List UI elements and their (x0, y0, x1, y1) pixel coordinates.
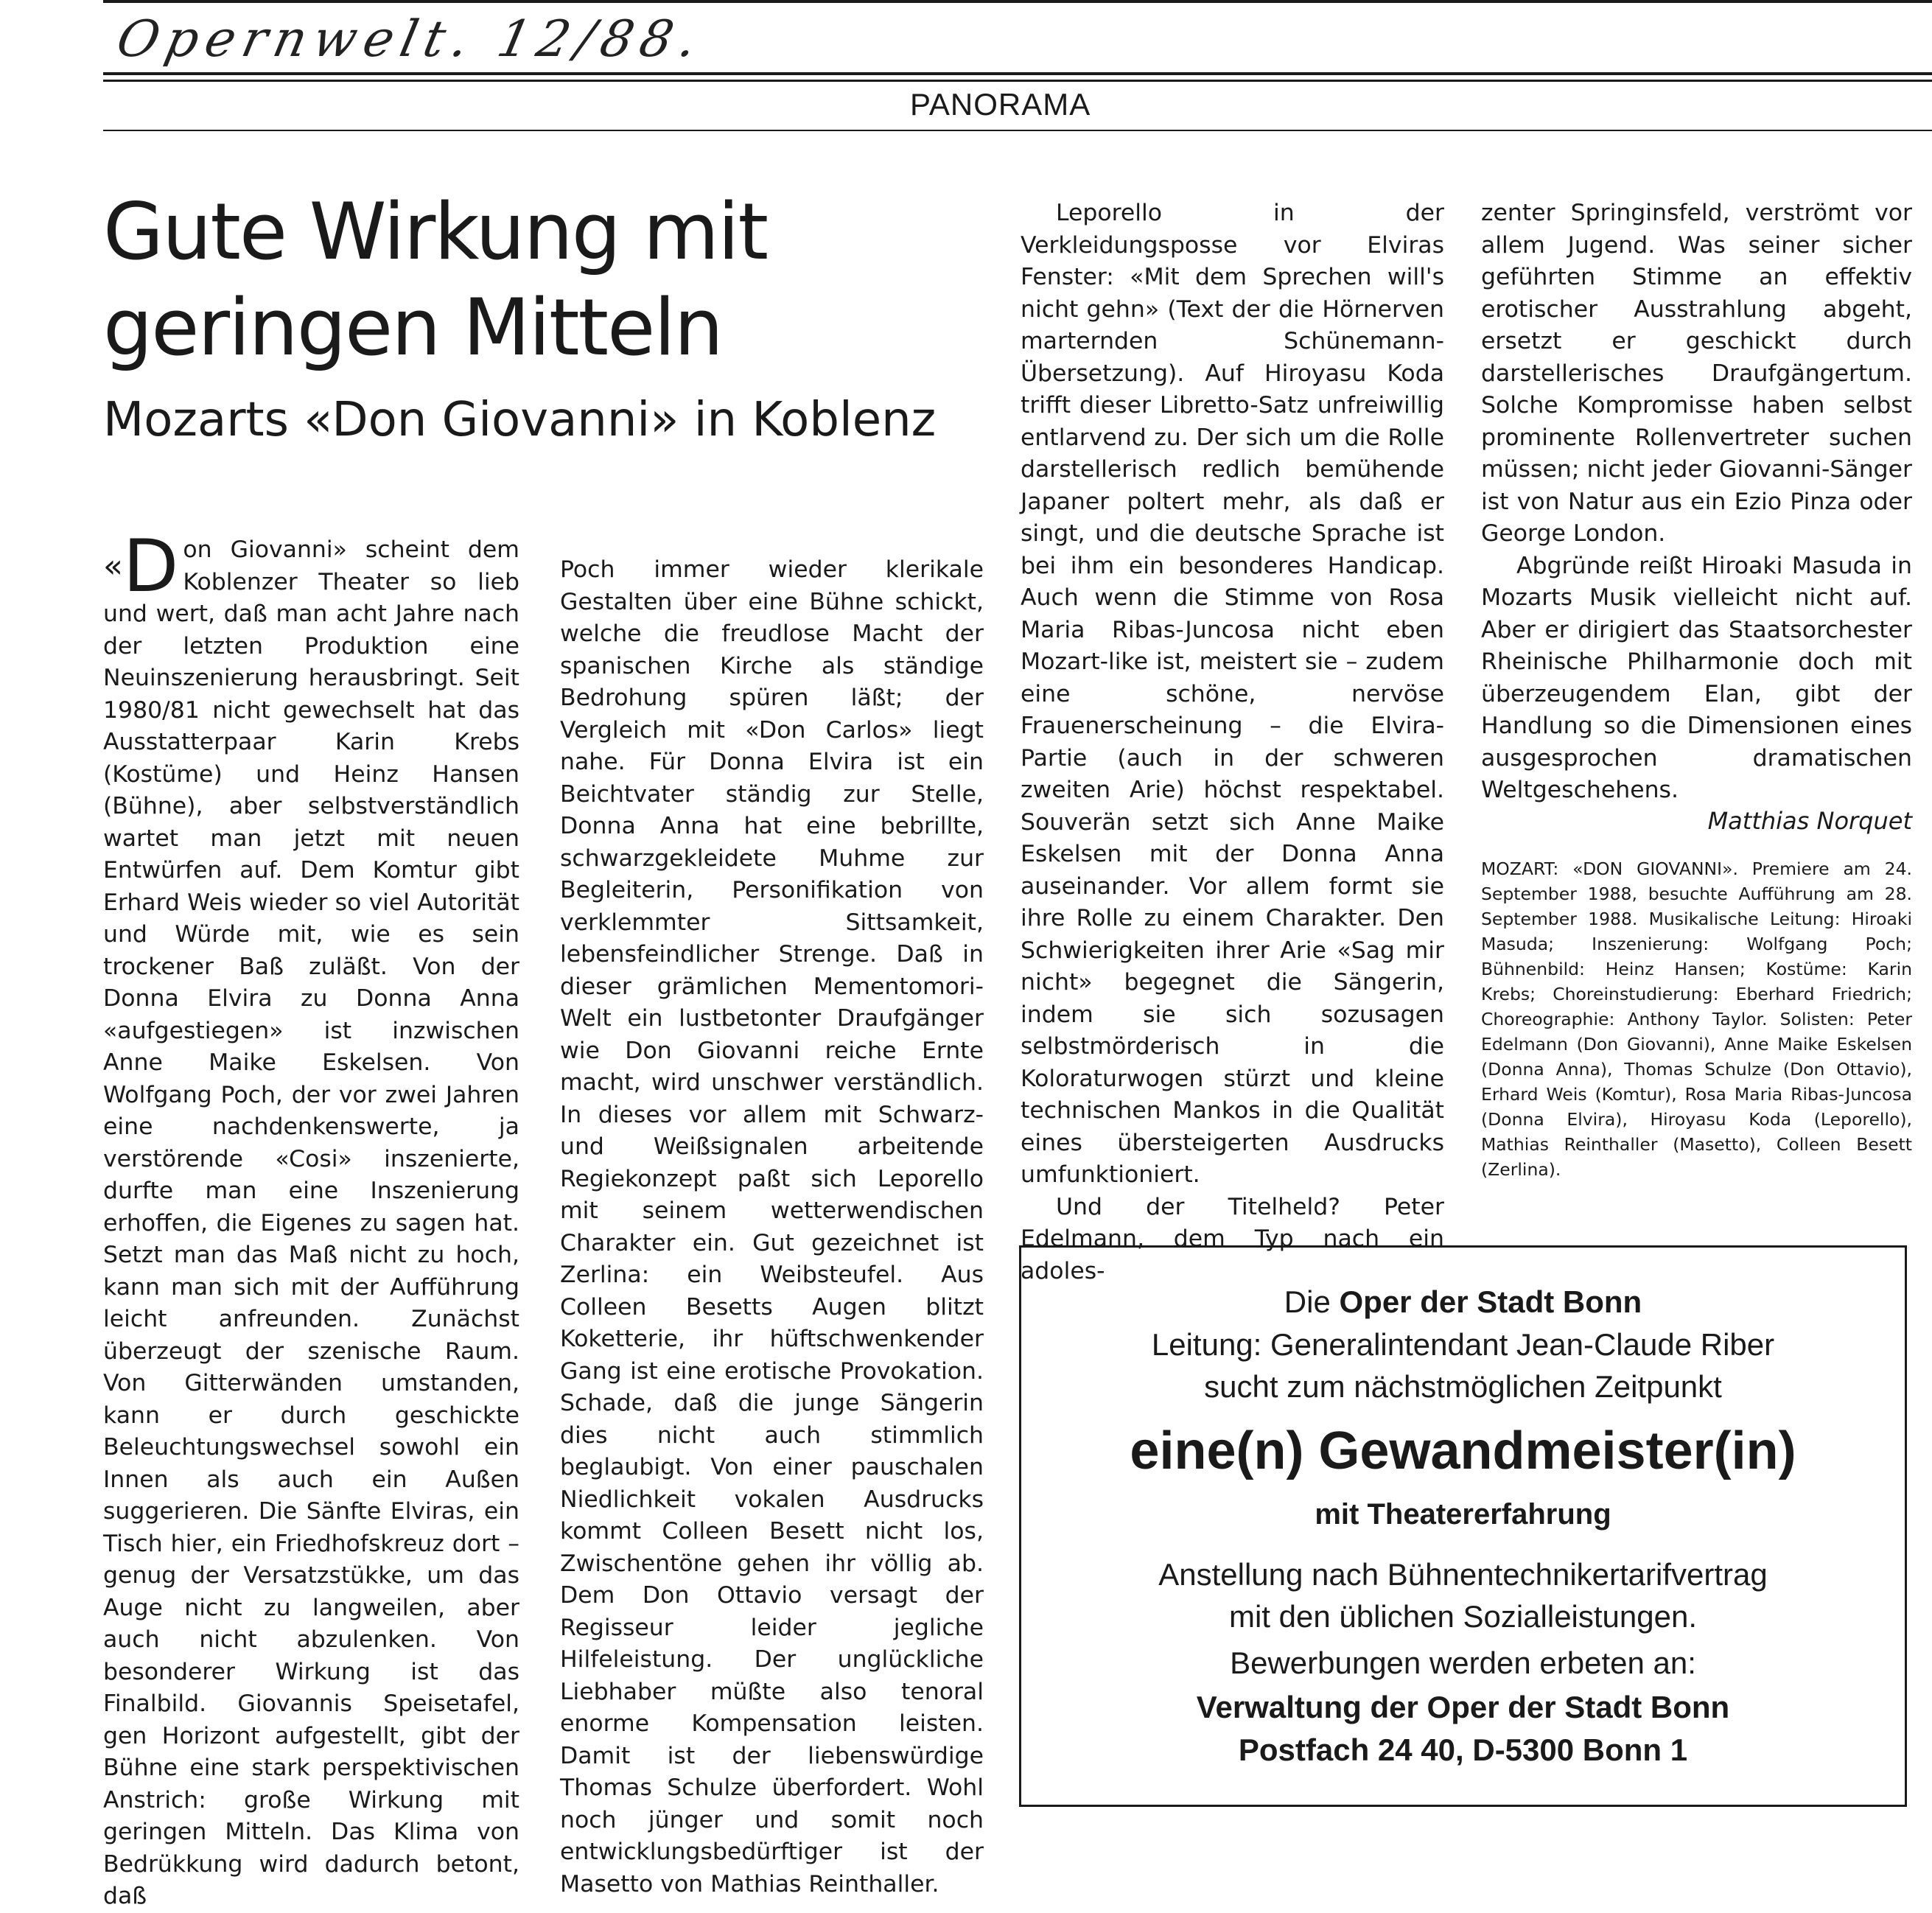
article-headline: Gute Wirkung mit geringen Mitteln (103, 186, 768, 373)
col3-paragraph-1: Leporello in der Verkleidungsposse vor Elviras Fenster: «Mit dem Sprechen will's nicht gehn» (Text der die Hörnerven marternden Schünemann-Übersetzung). Auf Hiroyasu Koda trifft dieser Libretto-Satz unfreiwillig entlarvend zu. Der sich um die Rolle darstellerisch redlich bemühende Japaner poltert mehr, als daß er singt, und die deutsche Sprache ist bei ihm ein besonderes Handicap. Auch wenn die Stimme von Rosa Maria Ribas-Juncosa nicht eben Mozart-like ist, meistert sie – zudem eine schöne, nervöse Frauenerscheinung – die Elvira-Partie (auch in der schweren zweiten Arie) höchst respektabel. Souverän setzt sich Anne Maike Eskelsen mit der Donna Anna auseinander. Vor allem formt sie ihre Rolle zu einem Charakter. Den Schwierigkeiten ihrer Arie «Sag mir nicht» begegnet die Sängerin, indem sie sich sozusagen selbstmörderisch in die Koloraturwogen stürzt und kleine technischen Mankos in die Qualität eines übersteigerten Ausdrucks umfunktioniert. (1021, 200, 1444, 1188)
top-edge-rule (103, 0, 1932, 3)
ad-address-line-2: Postfach 24 40, D-5300 Bonn 1 (1238, 1732, 1688, 1767)
ad-address-line-1: Verwaltung der Oper der Stadt Bonn (1196, 1690, 1730, 1724)
col4-paragraph-2: Abgründe reißt Hiroaki Masuda in Mozarts Musik vielleicht nicht auf. Aber er dirigiert das Staatsorchester Rheinische Philharmonie doch mit überzeugendem Elan, gibt der Handlung so die Dimensionen eines ausgesprochen dramatischen Weltgeschehens. (1481, 552, 1912, 803)
ad-job-title: eine(n) Gewandmeister(in) (1130, 1421, 1796, 1480)
ad-line-2: Leitung: Generalintendant Jean-Claude Riber (1151, 1327, 1775, 1362)
article-column-4 (1481, 197, 1912, 807)
header-rule-top (103, 72, 1932, 75)
article-subheadline: Mozarts «Don Giovanni» in Koblenz (103, 393, 937, 447)
header-rule-mid (103, 80, 1932, 82)
ad-line-5: mit Theatererfahrung (1315, 1498, 1611, 1531)
col3-paragraph-2: Und der Titelheld? Peter Edelmann, dem Typ nach ein adoles- (1021, 1193, 1444, 1284)
drop-cap: «D (103, 525, 179, 609)
ad-line-8: Bewerbungen werden erbeten an: (1230, 1646, 1696, 1680)
col1-paragraph: «D on Giovanni» scheint dem Koblenzer Theater so lieb und wert, daß man acht Jahre nach der letzten Produktion eine Neuinszenierung herausbringt. Seit 1980/81 nicht gewechselt hat das Ausstatterpaar Karin Krebs (Kostüme) und Heinz Hansen (Bühne), aber selbstverständlich wartet man jetzt mit neuen Entwürfen auf. Dem Komtur gibt Erhard Weis wieder so viel Autorität und Würde mit, wie es sein trockener Baß zuläßt. Von der Donna Elvira zu Donna Anna «aufgestiegen» ist inzwischen Anne Maike Eskelsen. Von Wolfgang Poch, der vor zwei Jahren eine nachdenkenswerte, ja verstörende «Cosi» inszenierte, durfte man eine Inszenierung erhoffen, die Eigenes zu sagen hat. Setzt man das Maß nicht zu hoch, kann man sich mit der Aufführung leicht anfreunden. Zunächst überzeugt der szenische Raum. Von Gitterwänden umstanden, kann er durch geschickte Beleuchtungswechsel sowohl ein Innen als auch ein Außen suggerieren. Die Sänfte Elviras, ein Tisch hier, ein Friedhofskreuz dort – genug der Versatzstükke, um das Auge nicht zu langweilen, aber auch nicht abzulenken. Von besonderer Wirkung ist das Finalbild. Giovannis Speisetafel, gen Horizont aufgestellt, gibt der Bühne eine stark perspektivischen Anstrich: große Wirkung mit geringen Mitteln. Das Klima von Bedrükkung wird dadurch betont, daß (103, 525, 519, 1909)
author-byline: Matthias Norquet (1707, 807, 1912, 835)
ad-line-7: mit den üblichen Sozialleistungen. (1228, 1599, 1698, 1634)
col2-paragraph: Poch immer wieder klerikale Gestalten über eine Bühne schickt, welche die freudlose Macht der spanischen Kirche als ständige Bedrohung spüren läßt; der Vergleich mit «Don Carlos» liegt nahe. Für Donna Elvira ist ein Beichtvater ständig zur Stelle, Donna Anna hat eine bebrillte, schwarzgekleidete Muhme zur Begleiterin, Personifikation von verklemmter Sittsamkeit, lebensfeindlicher Strenge. Daß in dieser grämlichen Mementomori-Welt ein lustbetonter Draufgänger wie Don Giovanni reiche Ernte macht, wird unschwer verständlich. In dieses vor allem mit Schwarz- und Weißsignalen arbeitende Regiekonzept paßt sich Leporello mit seinem wetterwendischen Charakter ein. Gut gezeichnet ist Zerlina: ein Weibsteufel. Aus Colleen Besetts Augen blitzt Koketterie, ihr hüftschwenkender Gang ist eine erotische Provokation. Schade, daß die junge Sängerin dies nicht auch stimmlich beglaubigt. Von einer pauschalen Niedlichkeit vokalen Ausdrucks kommt Colleen Besett nicht los, Zwischentöne gehen ihr völlig ab. Dem Don Ottavio versagt der Regisseur leider jegliche Hilfeleistung. Der unglückliche Liebhaber müßte also tenoral enorme Kompensation leisten. Damit ist der liebenswürdige Thomas Schulze überfordert. Wohl noch jünger und somit noch entwicklungsbedürftiger ist der Masetto von Mathias Reinthaller. (560, 556, 984, 1898)
section-label: PANORAMA (910, 87, 1091, 122)
article-column-1 (103, 525, 519, 1913)
col4-paragraph-1: zenter Springinsfeld, verströmt vor allem Jugend. Was seiner sicher geführten Stimme an effektiv erotischer Ausstrahlung abgeht, ersetzt er geschickt durch darstellerisches Draufgängertum. Solche Kompromisse haben selbst prominente Rollenvertreter suchen müssen; nicht jeder Giovanni-Sänger ist von Natur aus ein Ezio Pinza oder George London. (1481, 200, 1912, 547)
article-column-2 (560, 554, 984, 1900)
ad-line-6: Anstellung nach Bühnentechnikertarifvertrag (1158, 1557, 1768, 1592)
production-credits: MOZART: «DON GIOVANNI». Premiere am 24. September 1988, besuchte Aufführung am 28. September 1988. Musikalische Leitung: Hiroaki Masuda; Inszenierung: Wolfgang Poch; Bühnenbild: Heinz Hansen; Kostüme: Karin Krebs; Choreinstudierung: Eberhard Friedrich; Choreographie: Anthony Taylor. Solisten: Peter Edelmann (Don Giovanni), Anne Maike Eskelsen (Donna Anna), Thomas Schulze (Don Ottavio), Erhard Weis (Komtur), Rosa Maria Ribas-Juncosa (Donna Elvira), Hiroyasu Koda (Leporello), Mathias Reinthaller (Masetto), Colleen Besett (Zerlina). (1481, 858, 1912, 1180)
handwritten-note: Opernwelt. 12/88. (111, 10, 710, 69)
ad-line-1: Die Oper der Stadt Bonn (1284, 1284, 1642, 1319)
ad-line-3: sucht zum nächstmöglichen Zeitpunkt (1204, 1369, 1722, 1404)
job-advertisement (1019, 1245, 1907, 1807)
article-column-3 (1021, 197, 1444, 1287)
header-rule-bottom (103, 130, 1932, 131)
